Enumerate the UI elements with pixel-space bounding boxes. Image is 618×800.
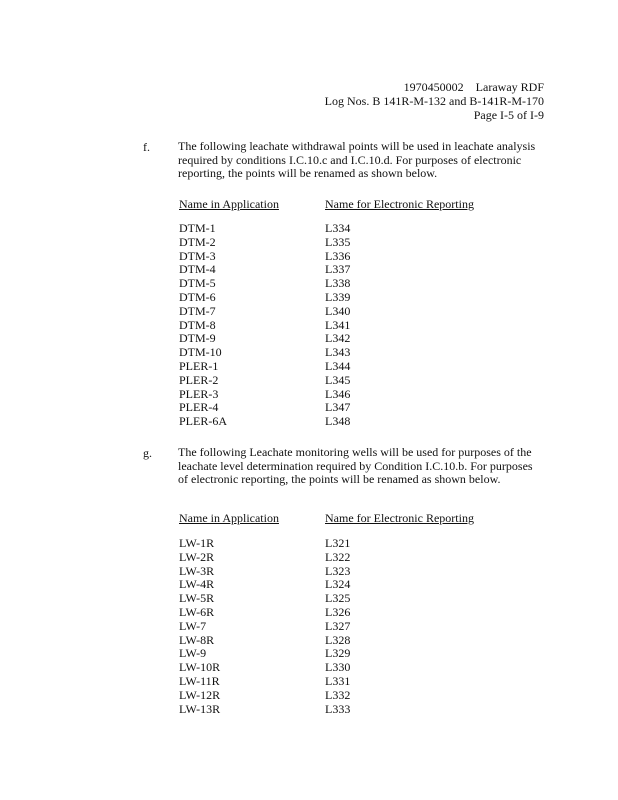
application-point-name: DTM-10 (179, 345, 222, 360)
section-g-letter: g. (143, 446, 152, 460)
electronic-reporting-name: L329 (325, 646, 351, 661)
section-f-reporting-list (325, 222, 350, 429)
electronic-reporting-name: L345 (325, 372, 351, 387)
electronic-reporting-name: L324 (325, 577, 351, 592)
application-point-name: PLER-1 (179, 358, 219, 373)
electronic-reporting-name: L337 (325, 262, 351, 277)
electronic-reporting-name: L321 (325, 536, 351, 550)
page-header (224, 80, 544, 122)
electronic-reporting-name: L328 (325, 632, 351, 647)
electronic-reporting-name: L343 (325, 345, 351, 360)
electronic-reporting-name: L336 (325, 248, 351, 263)
application-point-name: DTM-6 (179, 289, 216, 304)
electronic-reporting-name: L341 (325, 317, 351, 332)
electronic-reporting-name: L346 (325, 386, 351, 401)
electronic-reporting-name: L327 (325, 618, 351, 633)
header-log-numbers: Log Nos. B 141R-M-132 and B-141R-M-170 (324, 94, 544, 108)
application-point-name: PLER-2 (179, 372, 219, 387)
header-permit-line: 1970450002 Laraway RDF (403, 80, 544, 94)
application-point-name: DTM-5 (179, 276, 216, 291)
electronic-reporting-name: L342 (325, 331, 351, 346)
electronic-reporting-name: L335 (325, 234, 351, 249)
electronic-reporting-name: L339 (325, 289, 351, 304)
application-point-name: DTM-9 (179, 331, 216, 346)
electronic-reporting-name: L332 (325, 687, 351, 702)
application-point-name: DTM-1 (179, 221, 216, 235)
application-point-name: DTM-8 (179, 317, 216, 332)
application-well-name: LW-13R (179, 701, 221, 716)
electronic-reporting-name: L325 (325, 591, 351, 606)
application-well-name: LW-10R (179, 660, 221, 675)
application-point-name: DTM-3 (179, 248, 216, 263)
section-g-col-reporting: Name for Electronic Reporting (325, 511, 474, 525)
application-well-name: LW-6R (179, 604, 215, 619)
section-g-application-list (179, 537, 220, 716)
application-well-name: LW-7 (179, 618, 207, 633)
application-well-name: LW-2R (179, 549, 215, 564)
section-f-application-list (179, 222, 227, 429)
section-f-paragraph: The following leachate withdrawal points will be used in leachate analysis required by conditions I.C.10.c and I.C.10.d. For purposes of electronic reporting, the points will be renamed as shown below. (178, 139, 536, 180)
electronic-reporting-name: L338 (325, 276, 351, 291)
electronic-reporting-name: L333 (325, 701, 351, 716)
section-f-letter: f. (143, 140, 150, 154)
application-point-name: DTM-7 (179, 303, 216, 318)
application-well-name: LW-5R (179, 591, 215, 606)
application-point-name: DTM-4 (179, 262, 216, 277)
application-well-name: LW-12R (179, 687, 221, 702)
application-well-name: LW-11R (179, 673, 220, 688)
section-g-reporting-list (325, 537, 350, 716)
section-g-col-application: Name in Application (179, 511, 279, 525)
application-well-name: LW-1R (179, 536, 215, 550)
application-point-name: DTM-2 (179, 234, 216, 249)
electronic-reporting-name: L322 (325, 549, 351, 564)
electronic-reporting-name: L323 (325, 563, 351, 578)
application-point-name: PLER-3 (179, 386, 219, 401)
electronic-reporting-name: L344 (325, 358, 351, 373)
electronic-reporting-name: L347 (325, 400, 351, 415)
section-f-col-reporting: Name for Electronic Reporting (325, 197, 474, 211)
section-f-col-application: Name in Application (179, 197, 279, 211)
application-point-name: PLER-4 (179, 400, 219, 415)
application-point-name: PLER-6A (179, 414, 227, 429)
electronic-reporting-name: L340 (325, 303, 351, 318)
electronic-reporting-name: L331 (325, 673, 351, 688)
electronic-reporting-name: L330 (325, 660, 351, 675)
electronic-reporting-name: L348 (325, 414, 351, 429)
application-well-name: LW-9 (179, 646, 207, 661)
application-well-name: LW-4R (179, 577, 215, 592)
electronic-reporting-name: L334 (325, 221, 351, 235)
application-well-name: LW-3R (179, 563, 215, 578)
header-page-number: Page I-5 of I-9 (473, 108, 544, 122)
application-well-name: LW-8R (179, 632, 215, 647)
electronic-reporting-name: L326 (325, 604, 351, 619)
section-g-paragraph: The following Leachate monitoring wells will be used for purposes of the leachate level determination required by Condition I.C.10.b. For purposes of electronic reporting, the points will be renamed as shown below. (178, 445, 533, 486)
